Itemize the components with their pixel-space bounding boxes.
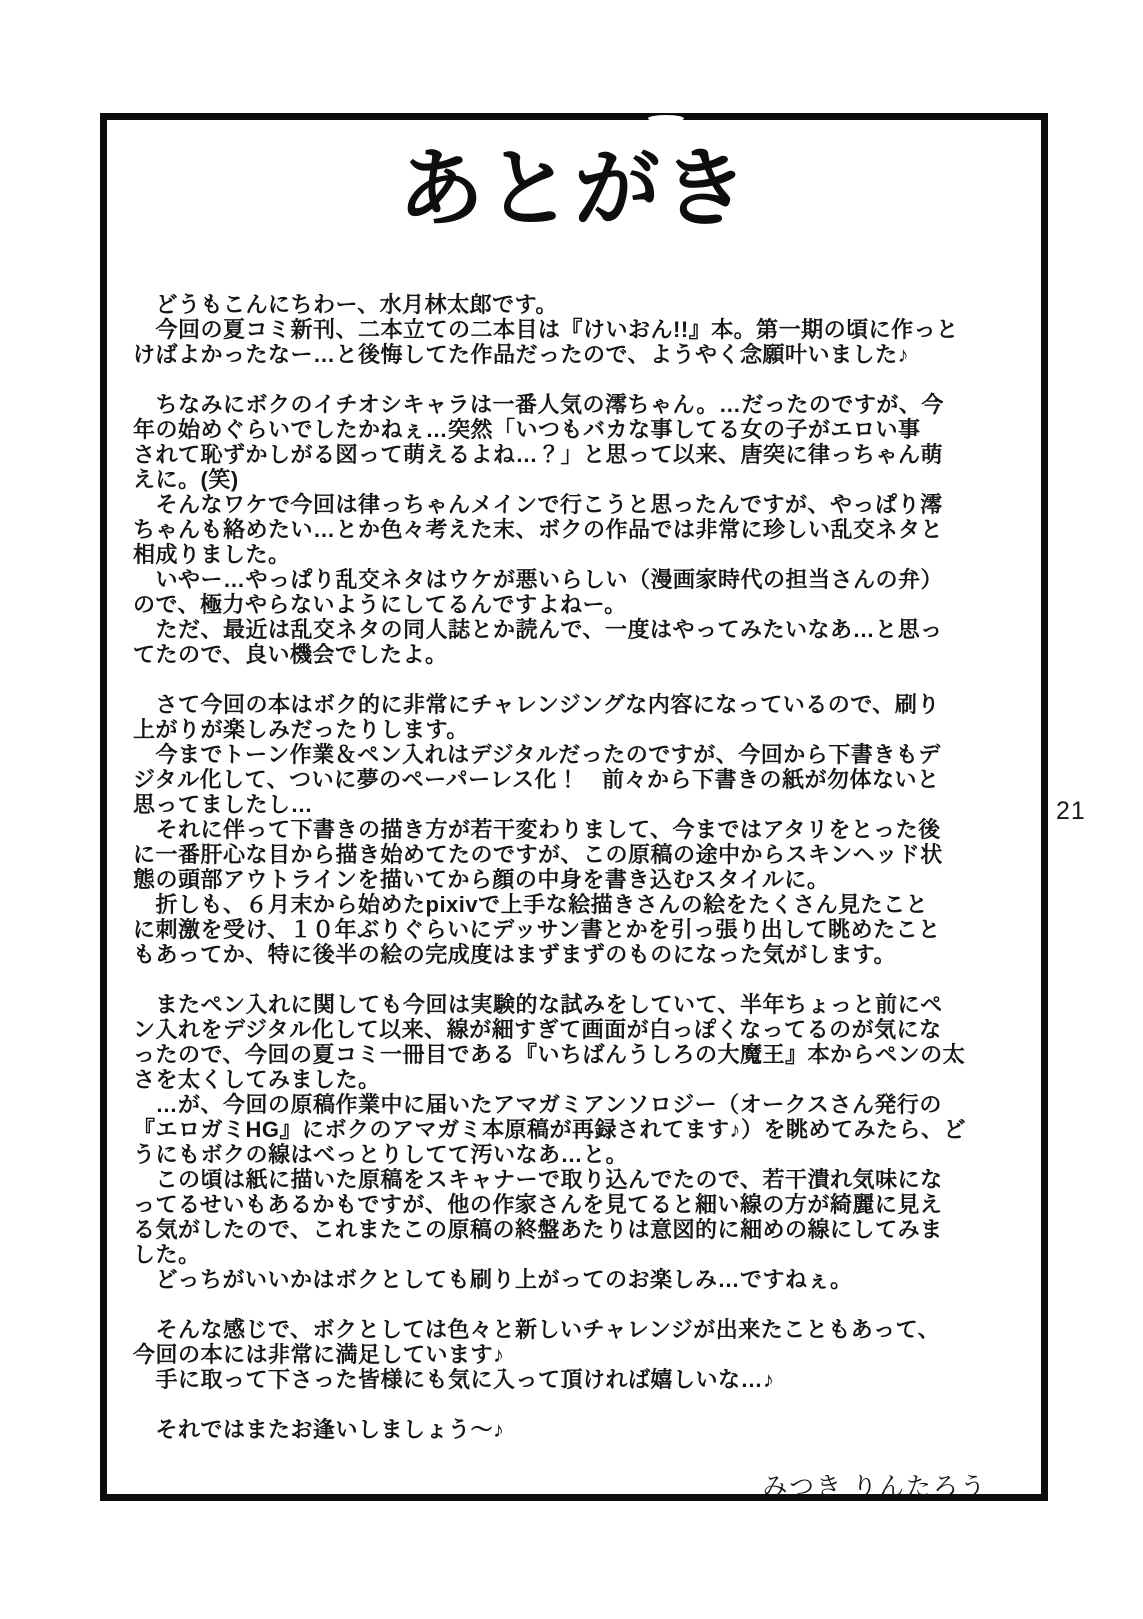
text-line: そんな感じで、ボクとしては色々と新しいチャレンジが出来たこともあって、 bbox=[133, 1317, 941, 1342]
text-line: 手に取って下さった皆様にも気に入って頂ければ嬉しいな…♪ bbox=[133, 1367, 775, 1392]
text-line: またペン入れに関しても今回は実験的な試みをしていて、半年ちょっと前にペ bbox=[133, 992, 943, 1017]
text-line: 今回の夏コミ新刊、二本立ての二本目は『けいおん!!』本。第一期の頃に作っと bbox=[133, 317, 959, 342]
text-line: さを太くしてみました。 bbox=[133, 1067, 381, 1092]
text-line: 今までトーン作業＆ペン入れはデジタルだったのですが、今回から下書きもデ bbox=[133, 742, 941, 767]
text-line: ので、極力やらないようにしてるんですよねー。 bbox=[133, 592, 627, 617]
paragraph bbox=[133, 292, 995, 367]
text-line: に一番肝心な目から描き始めてたのですが、この原稿の途中からスキンヘッド状 bbox=[133, 842, 943, 867]
text-line: 思ってましたし… bbox=[133, 792, 314, 817]
text-line: ったので、今回の夏コミ一冊目である『いちばんうしろの大魔王』本からペンの太 bbox=[133, 1042, 966, 1067]
afterword-body bbox=[133, 292, 995, 1503]
text-line: それではまたお逢いしましょう～♪ bbox=[133, 1417, 505, 1442]
text-line: 態の頭部アウトラインを描いてから顔の中身を書き込むスタイルに。 bbox=[133, 867, 830, 892]
text-line: もあってか、特に後半の絵の完成度はまずまずのものになった気がします。 bbox=[133, 942, 897, 967]
text-line: さて今回の本はボク的に非常にチャレンジングな内容になっているので、刷り bbox=[133, 692, 940, 717]
text-line: えに。(笑) bbox=[133, 467, 239, 492]
author-signature: みつき りんたろう bbox=[762, 1473, 987, 1501]
text-line: どうもこんにちわー、水月林太郎です。 bbox=[133, 292, 558, 317]
text-line: ってるせいもあるかもですが、他の作家さんを見てると細い線の方が綺麗に見え bbox=[133, 1192, 943, 1217]
text-line: 上がりが楽しみだったりします。 bbox=[133, 717, 469, 742]
text-line: てたので、良い機会でしたよ。 bbox=[133, 642, 448, 667]
text-line: ン入れをデジタル化して以来、線が細すぎて画面が白っぽくなってるのが気にな bbox=[133, 1017, 942, 1042]
text-line: されて恥ずかしがる図って萌えるよね…？」と思って以来、唐突に律っちゃん萌 bbox=[133, 442, 944, 467]
text-line: ちなみにボクのイチオシキャラは一番人気の澪ちゃん。…だったのですが、今 bbox=[133, 392, 944, 417]
text-line: る気がしたので、これまたこの原稿の終盤あたりは意図的に細めの線にしてみま bbox=[133, 1217, 943, 1242]
text-line: ただ、最近は乱交ネタの同人誌とか読んで、一度はやってみたいなあ…と思っ bbox=[133, 617, 943, 642]
text-line: それに伴って下書きの描き方が若干変わりまして、今まではアタリをとった後 bbox=[133, 817, 941, 842]
text-line: うにもボクの線はべっとりしてて汚いなあ…と。 bbox=[133, 1142, 629, 1167]
page-number: 21 bbox=[1056, 797, 1086, 825]
text-line: 折しも、６月末から始めたpixivで上手な絵描きさんの絵をたくさん見たこと bbox=[133, 892, 929, 917]
text-line: けばよかったなー…と後悔してた作品だったので、ようやく念願叶いました♪ bbox=[133, 342, 910, 367]
scan-notch-artifact bbox=[648, 115, 684, 122]
paragraph bbox=[133, 392, 995, 667]
text-line: ジタル化して、ついに夢のペーパーレス化！ 前々から下書きの紙が勿体ないと bbox=[133, 767, 940, 792]
text-line: した。 bbox=[133, 1242, 201, 1267]
page-title: あとがき bbox=[398, 141, 750, 237]
text-line: どっちがいいかはボクとしても刷り上がってのお楽しみ…ですねぇ。 bbox=[133, 1267, 853, 1292]
text-line: 相成りました。 bbox=[133, 542, 291, 567]
text-line: この頃は紙に描いた原稿をスキャナーで取り込んでたので、若干潰れ気味にな bbox=[133, 1167, 943, 1192]
text-line: に刺激を受け、１０年ぶりぐらいにデッサン書とかを引っ張り出して眺めたこと bbox=[133, 917, 941, 942]
text-line: そんなワケで今回は律っちゃんメインで行こうと思ったんですが、やっぱり澪 bbox=[133, 492, 943, 517]
afterword-frame bbox=[100, 113, 1048, 1501]
paragraph bbox=[133, 1417, 995, 1442]
text-line: 『エロガミHG』にボクのアマガミ本原稿が再録されてます♪）を眺めてみたら、ど bbox=[133, 1117, 967, 1142]
paragraph bbox=[133, 692, 995, 967]
text-line: ちゃんも絡めたい…とか色々考えた末、ボクの作品では非常に珍しい乱交ネタと bbox=[133, 517, 944, 542]
paragraph bbox=[133, 1317, 995, 1392]
text-line: …が、今回の原稿作業中に届いたアマガミアンソロジー（オークスさん発行の bbox=[133, 1092, 942, 1117]
text-line: 今回の本には非常に満足しています♪ bbox=[133, 1342, 505, 1367]
paragraph bbox=[133, 992, 995, 1292]
text-line: いやー…やっぱり乱交ネタはウケが悪いらしい（漫画家時代の担当さんの弁） bbox=[133, 567, 944, 592]
text-line: 年の始めぐらいでしたかねぇ…突然「いつもバカな事してる女の子がエロい事 bbox=[133, 417, 921, 442]
